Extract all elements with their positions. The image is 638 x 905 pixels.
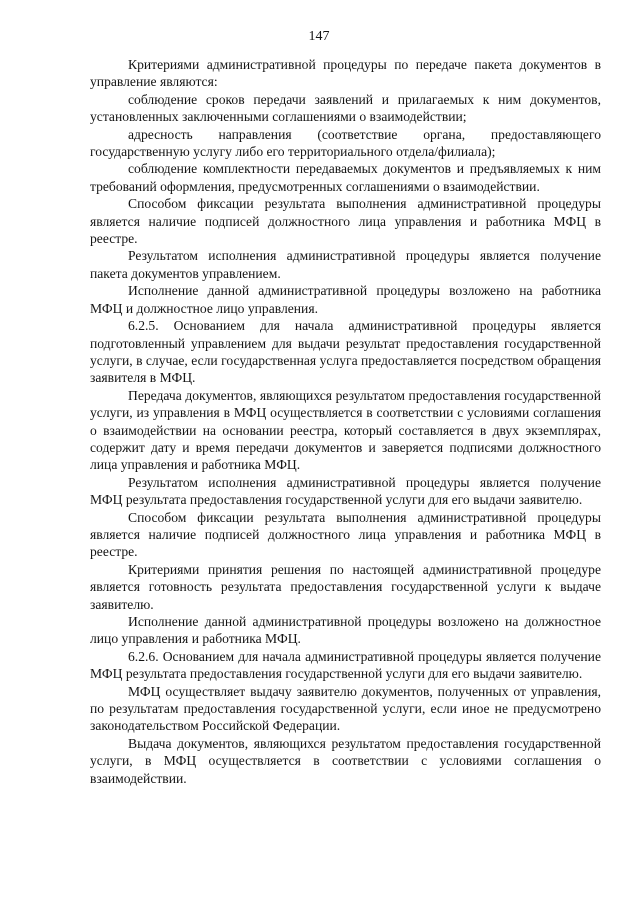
paragraph: 6.2.5. Основанием для начала административной процедуры является подготовленный управлением для выдачи результат предоставления государственной услуги, в случае, если государственная услуга предоставляется посредством обращения заявителя в МФЦ.	[90, 318, 601, 386]
paragraph: Исполнение данной административной процедуры возложено на должностное лицо управления и работника МФЦ.	[90, 614, 601, 647]
paragraph: адресность направления (соответствие органа, предоставляющего государственную услугу либо его территориального отдела/филиала);	[90, 126, 601, 160]
paragraph: Способом фиксации результата выполнения административной процедуры является наличие подписей должностного лица управления и работника МФЦ в реестре.	[90, 196, 601, 247]
paragraph: Передача документов, являющихся результатом предоставления государственной услуги, из управления в МФЦ осуществляется в соответствии с условиями соглашения о взаимодействии на основании реестра, который составляется в двух экземплярах, содержит дату и время передачи документов и заверяется подписями должностного лица управления и работника МФЦ.	[90, 387, 601, 473]
paragraph: Критериями административной процедуры по передаче пакета документов в управление являются:	[90, 57, 601, 90]
paragraph: Способом фиксации результата выполнения административной процедуры является наличие подписей должностного лица управления и работника МФЦ в реестре.	[90, 509, 601, 560]
paragraph: Результатом исполнения административной процедуры является получение пакета документов управлением.	[90, 248, 601, 281]
page-number: 147	[308, 29, 330, 44]
document-body	[90, 56, 601, 787]
paragraph: 6.2.6. Основанием для начала административной процедуры является получение МФЦ результата предоставления государственной услуги для его выдачи заявителю.	[90, 648, 601, 682]
paragraph: Исполнение данной административной процедуры возложено на работника МФЦ и должностное лицо управления.	[90, 283, 601, 316]
paragraph: Выдача документов, являющихся результатом предоставления государственной услуги, в МФЦ осуществляется в соответствии с условиями соглашения о взаимодействии.	[90, 735, 601, 786]
paragraph: МФЦ осуществляет выдачу заявителю документов, полученных от управления, по результатам предоставления государственной услуги, если иное не предусмотрено законодательством Российской Федерации.	[90, 683, 601, 734]
paragraph: Результатом исполнения административной процедуры является получение МФЦ результата предоставления государственной услуги для его выдачи заявителю.	[90, 474, 601, 508]
paragraph: соблюдение комплектности передаваемых документов и предъявляемых к ним требований оформления, предусмотренных соглашениями о взаимодействии.	[90, 161, 601, 194]
paragraph: соблюдение сроков передачи заявлений и прилагаемых к ним документов, установленных заключенными соглашениями о взаимодействии;	[90, 91, 601, 125]
paragraph: Критериями принятия решения по настоящей административной процедуре является готовность результата предоставления государственной услуги к выдаче заявителю.	[90, 561, 601, 612]
